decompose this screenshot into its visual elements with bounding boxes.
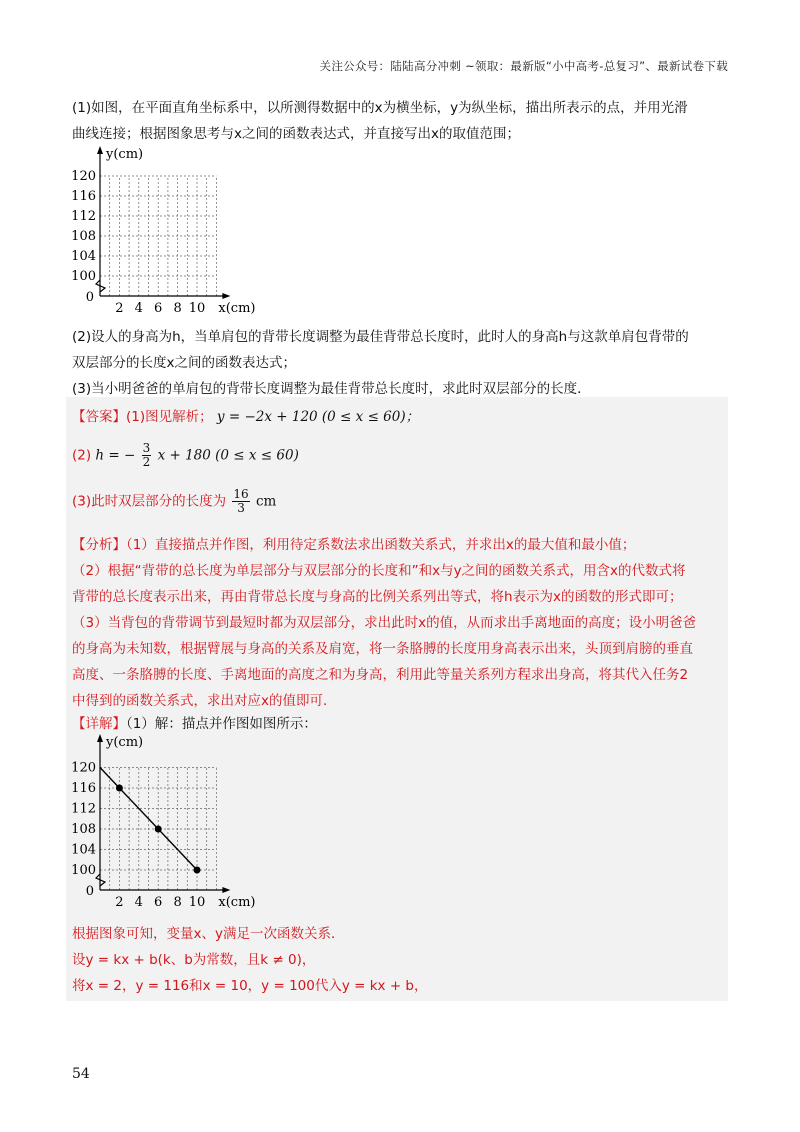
question-2-line-2: 双层部分的长度x之间的函数表达式； [72,355,296,371]
answer-line-3 [72,488,276,515]
analysis-line-5: 的身高为未知数，根据臂展与身高的关系及肩宽，将一条胳膊的长度用身高表示出来，头顶到肩膀的垂直 [72,641,693,657]
x-axis-arrow [222,293,230,299]
answer-2-numerator: 3 [142,441,151,455]
origin-label: 0 [85,290,94,305]
answer-1-formula: y = −2x + 120 (0 ≤ x ≤ 60)； [216,409,420,425]
answer-2-prefix: (2) [72,447,92,464]
page-number: 54 [72,1066,90,1082]
fitted-line [100,768,197,871]
y-axis-arrow [97,734,103,742]
answer-3-fraction [232,488,249,515]
data-point [155,826,162,833]
question-1-line-2: 曲线连接；根据图象思考与x之间的函数表达式，并直接写出x的取值范围； [72,126,520,142]
answer-2-fraction [142,442,152,469]
y-tick-label: 116 [71,781,96,796]
y-tick-label: 116 [71,189,96,204]
answer-3-denominator: 3 [237,501,245,515]
detail-text-1: （1）解：描点并作图如图所示： [126,716,317,732]
answer-2-lhs: h = − [95,447,136,464]
x-tick-label: 2 [115,301,124,316]
blank-coordinate-grid [68,142,268,322]
analysis-tag: 【分析】 [72,537,126,553]
analysis-line-3: 背带的总长度表示出来，再由背带总长度与身高的比例关系列出等式，将h表示为x的函数的形式即可； [72,589,683,605]
question-1-line-1: (1)如图，在平面直角坐标系中，以所测得数据中的x为横坐标，y为纵坐标，描出所表示的点，并用光滑 [72,100,688,116]
answer-1-text: (1)图见解析； [126,409,213,425]
detail-line-3: 设y = kx + b(k、b为常数，且k ≠ 0)， [72,952,316,968]
detail-tag: 【详解】 [72,716,126,732]
question-2-line-1: (2)设人的身高为h，当单肩包的背带长度调整为最佳背带总长度时，此时人的身高h与这款单肩包背带的 [72,329,689,345]
answer-line-1 [72,405,419,425]
y-axis-arrow [97,146,103,154]
analysis-line-6: 高度、一条胳膊的长度、手离地面的高度之和为身高，利用此等量关系列方程求出身高，将其代入任务2 [72,667,689,683]
y-tick-label: 112 [71,209,96,224]
x-tick-label: 4 [134,301,143,316]
x-tick-label: 8 [173,301,182,316]
data-point [116,785,123,792]
analysis-line-1 [72,533,635,553]
x-tick-label: 10 [188,895,206,910]
x-axis-label: x(cm) [218,301,256,316]
x-tick-label: 2 [115,895,124,910]
y-tick-label: 104 [71,249,96,264]
question-3-line-1: (3)当小明爸爸的单肩包的背带长度调整为最佳背带总长度时，求此时双层部分的长度． [72,381,591,397]
answer-3-unit: cm [256,493,277,510]
page-header: 关注公众号：陆陆高分冲刺 ~领取：最新版“小中高考-总复习”、最新试卷下载 [319,59,728,73]
y-tick-label: 104 [71,842,96,858]
detail-line-4: 将x = 2，y = 116和x = 10，y = 100代入y = kx + b， [72,978,428,994]
answer-3-numerator: 16 [233,487,249,501]
y-axis-label: y(cm) [106,735,144,750]
y-axis-label: y(cm) [106,147,144,162]
x-tick-label: 4 [134,895,143,910]
y-tick-label: 112 [71,801,96,817]
x-tick-label: 10 [188,301,206,316]
answer-line-2 [72,442,299,469]
origin-label: 0 [85,884,94,899]
detail-line-1 [72,712,317,732]
answer-tag: 【答案】 [72,409,126,425]
y-tick-label: 100 [71,269,96,284]
answer-2-denominator: 2 [142,455,151,469]
data-point [194,867,201,874]
y-tick-label: 108 [71,822,96,837]
analysis-line-4: （3）当背包的背带调节到最短时都为双层部分，求出此时x的值，从而求出手离地面的高度；设小明爸爸 [72,615,697,631]
x-tick-label: 6 [154,301,163,316]
analysis-line-7: 中得到的函数关系式，求出对应x的值即可． [72,693,337,709]
y-tick-label: 108 [71,229,96,244]
analysis-text-1: （1）直接描点并作图，利用待定系数法求出函数关系式，并求出x的最大值和最小值； [126,537,636,553]
answer-2-rest: x + 180 (0 ≤ x ≤ 60) [157,447,299,464]
x-axis-arrow [222,887,230,893]
solution-line-graph [68,730,268,916]
y-tick-label: 120 [71,169,96,184]
y-tick-label: 120 [71,760,96,776]
x-tick-label: 6 [154,895,163,910]
detail-line-2: 根据图象可知，变量x、y满足一次函数关系． [72,926,345,942]
x-tick-label: 8 [173,895,182,910]
y-tick-label: 100 [71,863,96,878]
x-axis-label: x(cm) [218,895,256,910]
answer-3-text: (3)此时双层部分的长度为 [72,493,227,510]
analysis-line-2: （2）根据“背带的总长度为单层部分与双层部分的长度和”和x与y之间的函数关系式，用含x的代数式将 [72,563,686,579]
